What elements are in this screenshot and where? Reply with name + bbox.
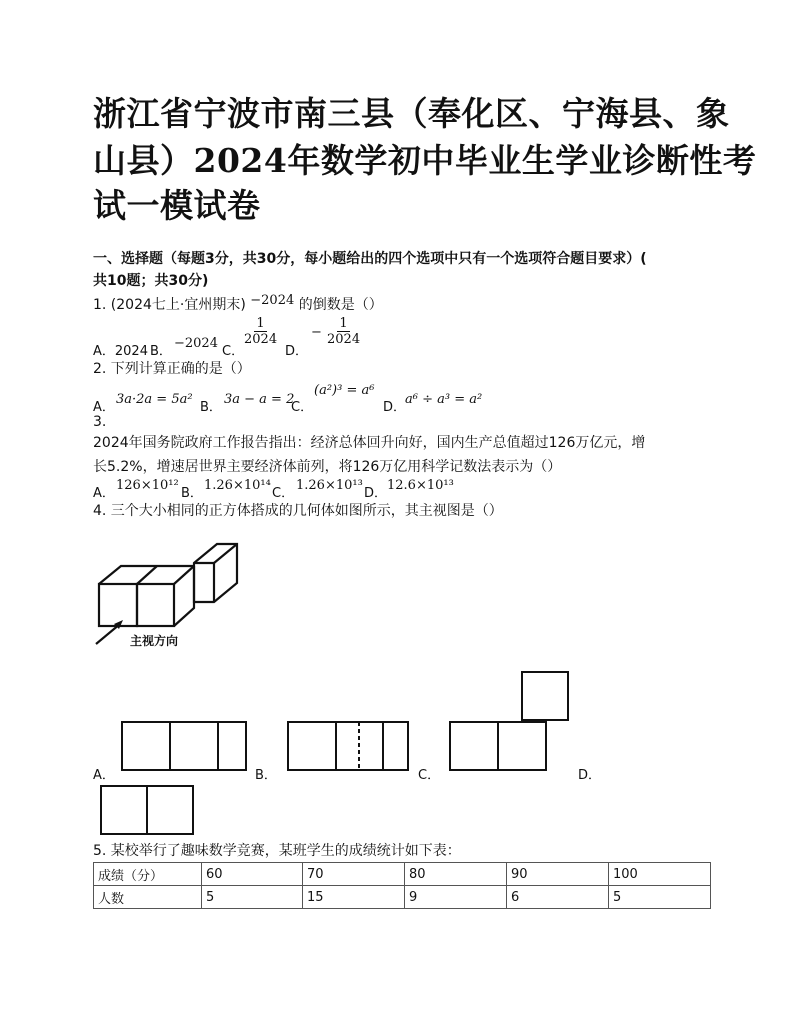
fraction-numerator: 1 bbox=[256, 316, 265, 331]
fraction-denominator: 2024 bbox=[244, 332, 278, 347]
question-5-stem: 5. 某校举行了趣味数学竞赛，某班学生的成绩统计如下表： bbox=[93, 843, 461, 859]
option-c-figure bbox=[448, 670, 570, 774]
question-3-option-d-math: 12.6×10¹³ bbox=[387, 478, 454, 493]
question-3-option-a-math: 126×10¹² bbox=[116, 478, 179, 493]
question-1-option-a: A．2024 bbox=[93, 344, 148, 359]
question-1-stem bbox=[93, 294, 383, 314]
question-1-option-b-label: B． bbox=[150, 344, 172, 359]
question-2-option-c-math: (a²)³ = a⁶ bbox=[314, 383, 375, 398]
question-3-line-1: 2024年国务院政府工作报告指出：经济总体回升向好，国内生产总值超过126万亿元，增 bbox=[93, 435, 646, 451]
question-2-option-d-math: a⁶ ÷ a³ = a² bbox=[405, 392, 483, 407]
question-1-option-b-math: −2024 bbox=[174, 336, 218, 351]
page-title-line-2: 山县）2024年数学初中毕业生学业诊断性考 bbox=[93, 141, 757, 180]
table-cell: 6 bbox=[507, 886, 609, 909]
fraction-numerator: 1 bbox=[339, 316, 348, 331]
fraction-denominator: 2024 bbox=[327, 332, 361, 347]
table-cell: 5 bbox=[609, 886, 711, 909]
question-3-option-a-label: A． bbox=[93, 486, 115, 501]
table-cell: 90 bbox=[507, 863, 609, 886]
table-cell: 60 bbox=[202, 863, 303, 886]
question-4-option-c-label: C． bbox=[418, 768, 441, 783]
question-2-option-b-math: 3a − a = 2 bbox=[224, 392, 295, 407]
option-d-figure bbox=[99, 784, 195, 836]
fraction-sign: − bbox=[311, 325, 322, 340]
question-2-option-b-label: B． bbox=[200, 400, 222, 415]
question-3-line-2: 长5.2%，增速居世界主要经济体前列，将126万亿用科学记数法表示为（） bbox=[93, 459, 562, 475]
page-title-line-3: 试一模试卷 bbox=[93, 186, 261, 225]
question-2-stem: 2. 下列计算正确的是（） bbox=[93, 361, 251, 377]
question-1-source: 1. (2024七上·宜州期末) bbox=[93, 297, 246, 313]
table-header-row bbox=[94, 863, 711, 886]
question-3-option-c-math: 1.26×10¹³ bbox=[296, 478, 363, 493]
table-cell: 15 bbox=[303, 886, 405, 909]
question-2-option-a-label: A． bbox=[93, 400, 115, 415]
table-cell: 5 bbox=[202, 886, 303, 909]
question-3-option-b-label: B． bbox=[181, 486, 203, 501]
table-cell: 80 bbox=[405, 863, 507, 886]
score-table bbox=[93, 862, 711, 909]
question-1-option-d-label: D． bbox=[285, 344, 309, 359]
question-2-option-a-math: 3a·2a = 5a² bbox=[116, 392, 193, 407]
question-4-option-d-label: D． bbox=[578, 768, 602, 783]
table-cell: 人数 bbox=[94, 886, 202, 909]
table-cell: 70 bbox=[303, 863, 405, 886]
section-heading-line-2: 共10题；共30分) bbox=[93, 273, 209, 289]
question-3-option-d-label: D． bbox=[364, 486, 388, 501]
question-1-option-d-fraction bbox=[311, 316, 360, 347]
question-3-option-b-math: 1.26×10¹⁴ bbox=[204, 478, 271, 493]
question-4-stem: 4. 三个大小相同的正方体搭成的几何体如图所示，其主视图是（） bbox=[93, 503, 503, 519]
table-cell: 9 bbox=[405, 886, 507, 909]
question-1-math: −2024 bbox=[250, 293, 295, 308]
section-heading-line-1: 一、选择题（每题3分，共30分，每小题给出的四个选项中只有一个选项符合题目要求）( bbox=[93, 251, 647, 267]
question-4-option-b-label: B． bbox=[255, 768, 277, 783]
option-b-figure bbox=[286, 720, 410, 772]
question-3-option-c-label: C． bbox=[272, 486, 295, 501]
question-3-number: 3. bbox=[93, 414, 107, 430]
question-1-option-c-label: C． bbox=[222, 344, 245, 359]
table-cell: 100 bbox=[609, 863, 711, 886]
table-row bbox=[94, 886, 711, 909]
table-cell: 成绩（分） bbox=[94, 863, 202, 886]
question-1-suffix: 的倒数是（） bbox=[298, 297, 383, 313]
page-title-line-1: 浙江省宁波市南三县（奉化区、宁海县、象 bbox=[93, 94, 730, 133]
question-2-option-d-label: D． bbox=[383, 400, 407, 415]
view-direction-label: 主视方向 bbox=[130, 634, 179, 648]
question-1-option-c-fraction bbox=[244, 316, 277, 347]
option-a-figure bbox=[120, 720, 248, 772]
question-4-option-a-label: A． bbox=[93, 768, 115, 783]
question-2-option-c-label: C． bbox=[291, 400, 314, 415]
